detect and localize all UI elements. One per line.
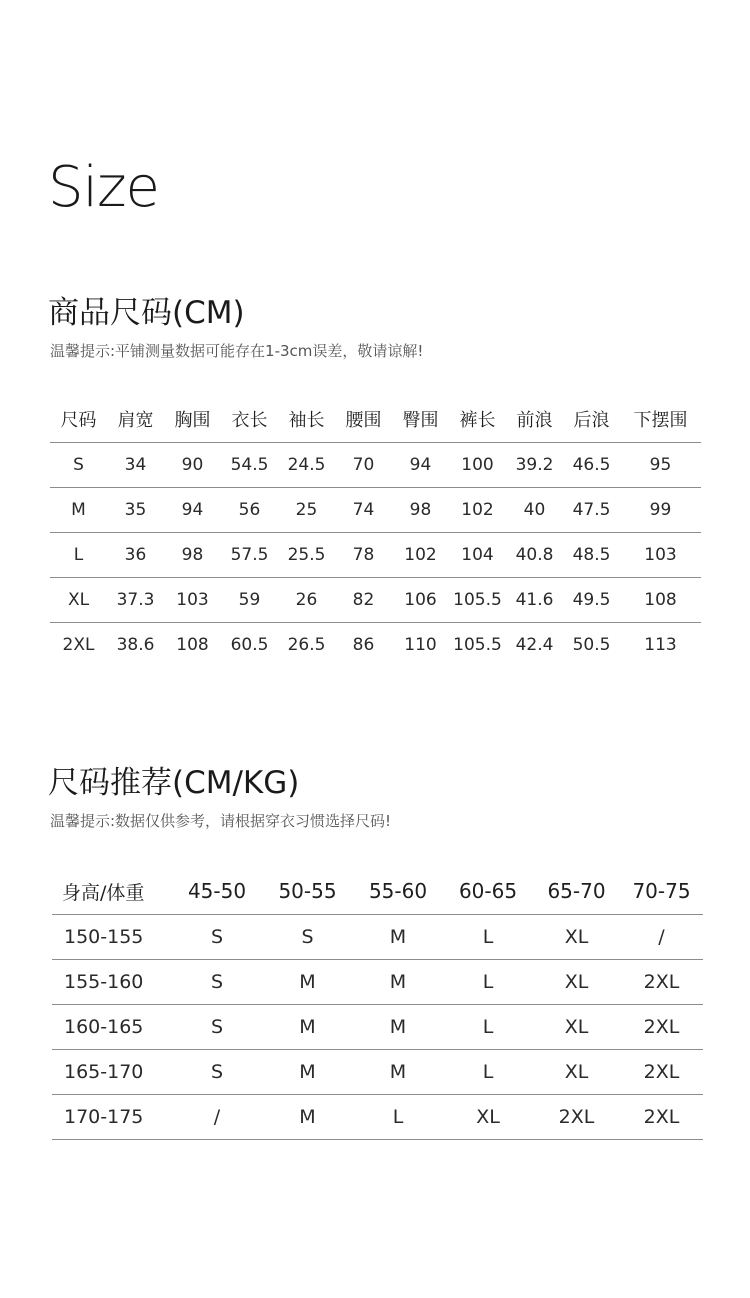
table-row [52,915,703,960]
table-cell: XL [50,578,107,623]
table-cell: 2XL [62,635,95,655]
table-cell: M [262,1050,353,1095]
table-cell: 74 [335,488,392,533]
table-row [52,1005,703,1050]
table-cell: 38.6 [116,635,155,655]
table-cell: XL [533,1005,620,1050]
table-cell: M [353,1050,443,1095]
table-cell: 50.5 [572,635,611,655]
table-cell: 34 [107,443,164,488]
table-cell: 25.5 [278,533,335,578]
size-chart-header-row [50,395,701,443]
table-cell: 78 [335,533,392,578]
table-cell: M [262,960,353,1005]
table-cell: L [443,960,533,1005]
table-cell: 42.4 [515,635,554,655]
table-cell: 24.5 [278,443,335,488]
size-chart-title: 商品尺码(CM) [48,295,245,331]
table-cell: 102 [449,488,506,533]
table-cell: 2XL [533,1095,620,1140]
table-cell: XL [533,915,620,960]
header-cell: 前浪 [506,395,563,443]
table-cell: L [353,1095,443,1140]
table-cell: 54.5 [221,443,278,488]
header-cell: 65-70 [533,868,620,915]
table-cell: M [353,915,443,960]
header-cell: 袖长 [278,395,335,443]
table-row [50,623,701,668]
table-row [52,1095,703,1140]
recommendation-header-row [52,868,703,915]
table-cell: 37.3 [107,578,164,623]
table-cell: 113 [644,635,677,655]
table-cell: 106 [392,578,449,623]
table-cell: 25 [278,488,335,533]
table-cell: / [172,1095,262,1140]
table-cell: 36 [107,533,164,578]
table-cell: M [262,1095,353,1140]
table-cell: 70 [335,443,392,488]
table-cell: 60.5 [230,635,269,655]
table-cell: 46.5 [563,443,620,488]
table-cell: 86 [352,635,375,655]
table-cell: 160-165 [52,1005,172,1050]
table-cell: 105.5 [453,635,502,655]
header-cell: 60-65 [443,868,533,915]
recommendation-note: 温馨提示:数据仅供参考，请根据穿衣习惯选择尺码! [50,812,392,830]
header-cell: 70-75 [620,868,703,915]
recommendation-title: 尺码推荐(CM/KG) [48,765,300,801]
table-cell: 2XL [620,1050,703,1095]
table-cell: L [443,1005,533,1050]
table-cell: 99 [620,488,701,533]
table-cell: 108 [176,635,209,655]
table-cell: S [172,915,262,960]
table-cell: 35 [107,488,164,533]
table-cell: 41.6 [506,578,563,623]
table-cell: 40.8 [506,533,563,578]
table-cell: 26.5 [287,635,326,655]
table-cell: 108 [620,578,701,623]
header-cell: 后浪 [563,395,620,443]
header-cell: 50-55 [262,868,353,915]
table-cell: 150-155 [52,915,172,960]
table-cell: 103 [164,578,221,623]
table-cell: 98 [392,488,449,533]
table-row [50,578,701,623]
table-cell: 104 [449,533,506,578]
table-cell: 110 [404,635,437,655]
table-cell: 82 [335,578,392,623]
table-cell: 56 [221,488,278,533]
table-cell: M [262,1005,353,1050]
table-cell: 2XL [620,1005,703,1050]
table-cell: 103 [620,533,701,578]
header-cell: 裤长 [449,395,506,443]
header-cell: 腰围 [335,395,392,443]
table-cell: 90 [164,443,221,488]
table-cell: XL [533,1050,620,1095]
table-cell: 94 [164,488,221,533]
table-cell: 26 [278,578,335,623]
table-cell: S [172,1050,262,1095]
size-chart-note: 温馨提示:平铺测量数据可能存在1-3cm误差，敬请谅解! [50,342,424,360]
table-cell: 47.5 [563,488,620,533]
table-cell: 94 [392,443,449,488]
table-cell: 170-175 [52,1095,172,1140]
header-cell: 55-60 [353,868,443,915]
table-cell: L [50,533,107,578]
table-cell: / [620,915,703,960]
size-chart-table [50,395,701,667]
table-cell: XL [443,1095,533,1140]
table-cell: 40 [506,488,563,533]
table-cell: M [353,1005,443,1050]
header-cell: 45-50 [172,868,262,915]
table-row [50,488,701,533]
table-cell: M [50,488,107,533]
table-cell: 100 [449,443,506,488]
header-cell: 臀围 [392,395,449,443]
table-cell: 105.5 [449,578,506,623]
recommendation-table [52,868,703,1140]
page-title: Size [48,155,159,220]
table-cell: 2XL [620,960,703,1005]
table-cell: S [172,1005,262,1050]
table-cell: 95 [620,443,701,488]
table-cell: L [443,1050,533,1095]
table-cell: 59 [221,578,278,623]
table-cell: 57.5 [221,533,278,578]
table-cell: 48.5 [563,533,620,578]
table-cell: 155-160 [52,960,172,1005]
table-cell: 165-170 [52,1050,172,1095]
header-cell: 身高/体重 [52,868,172,915]
table-cell: S [262,915,353,960]
table-row [52,960,703,1005]
table-cell: 102 [392,533,449,578]
header-cell: 尺码 [50,395,107,443]
table-cell: S [172,960,262,1005]
table-row [50,443,701,488]
table-cell: S [50,443,107,488]
table-cell: XL [533,960,620,1005]
table-cell: L [443,915,533,960]
header-cell: 肩宽 [107,395,164,443]
table-cell: 98 [164,533,221,578]
table-row [52,1050,703,1095]
header-cell: 下摆围 [620,395,701,443]
table-cell: 39.2 [506,443,563,488]
table-cell: 2XL [620,1095,703,1140]
table-row [50,533,701,578]
table-cell: M [353,960,443,1005]
header-cell: 胸围 [164,395,221,443]
header-cell: 衣长 [221,395,278,443]
table-cell: 49.5 [563,578,620,623]
